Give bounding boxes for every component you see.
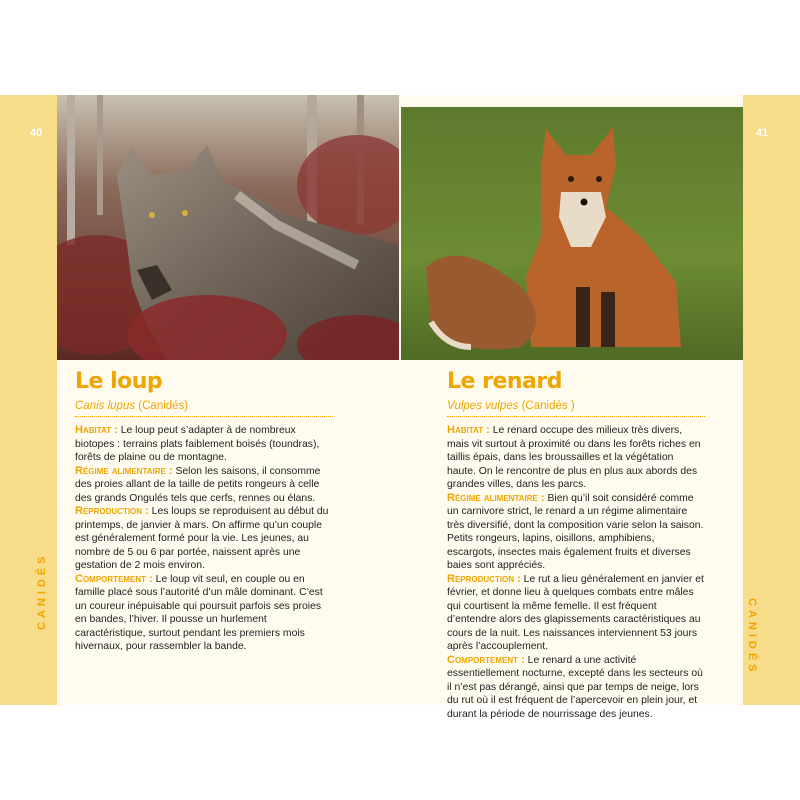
wolf-family: (Canidés)	[135, 400, 189, 412]
section-label: Habitat :	[447, 424, 490, 436]
section-text: Le rut a lieu généralement en janvier et février, et donne lieu à quelques combats entre mâles qui courtisent la même femelle. Il est fréquent d’entendre alors des glapissements caractéristiques au cours de la nuit. Les naissances interviennent 53 jours après l’accouplement.	[447, 573, 704, 652]
wolf-reproduction-paragraph	[75, 505, 333, 573]
section-label: Reproduction :	[75, 505, 149, 517]
fox-family: (Canidés )	[518, 400, 575, 412]
fox-habitat-paragraph	[447, 424, 705, 492]
wolf-article	[75, 368, 333, 654]
fox-photo	[401, 107, 743, 360]
fox-diet-paragraph	[447, 492, 705, 573]
section-text: Selon les saisons, il consomme des proies allant de la taille de petits rongeurs à celle des grands Ongulés tels que cerfs, rennes ou élans.	[75, 465, 321, 504]
section-label: Reproduction :	[447, 572, 521, 585]
wolf-body	[75, 424, 333, 654]
wolf-scientific-name	[75, 400, 333, 417]
page-number-left: 40	[30, 127, 43, 139]
section-text: Les loups se reproduisent au début du printemps, de janvier à mars. On affirme qu’un couple est généralement formé pour la vie. Les jeunes, au nombre de 5 ou 6 par portée, naissent après une gestation de 2 mois environ.	[75, 506, 329, 571]
section-text: Le renard a une activité essentiellement nocturne, excepté dans les secteurs où il n’est pas dérangé, ainsi que par temps de neige, lors du rut où il est fréquent de l’apercevoir en plein jour, et durant la période de nourrissage des jeunes.	[447, 654, 703, 720]
fox-reproduction-paragraph	[447, 573, 705, 654]
section-text: Le loup vit seul, en couple ou en famille placé sous l’autorité d’un mâle dominant. C’est un coureur inépuisable qui poursuit parfois ses proies en bandes, l’hiver. Il pousse un hurlement caractéristique, surtout pendant les premiers mois hivernaux, pour rassembler la bande.	[75, 573, 323, 652]
section-label: Habitat :	[75, 424, 118, 436]
section-text: Bien qu’il soit considéré comme un carnivore strict, le renard a un régime alimentaire très diversifié, dont la composition varie selon la saison. Petits rongeurs, lapins, oisillons, amphibiens, escargots, insectes mais également fruits et diverses baies sont appréciés.	[447, 492, 704, 571]
wolf-habitat-paragraph	[75, 424, 333, 465]
section-label-left: CANIDÉS	[36, 552, 48, 630]
section-label: Comportement :	[75, 572, 153, 585]
fox-scientific-name	[447, 400, 705, 417]
section-label: Régime alimentaire :	[75, 464, 173, 477]
wolf-title: Le loup	[75, 369, 163, 394]
wolf-behavior-paragraph	[75, 573, 333, 654]
left-margin-strip	[0, 95, 57, 705]
fox-body	[447, 424, 705, 721]
wolf-photo	[57, 95, 399, 360]
section-label: Comportement :	[447, 653, 525, 666]
section-text: Le renard occupe des milieux très divers, mais vit surtout à proximité ou dans les forêts riches en taillis épais, dans les broussailles et la végétation haute. On le rencontre de plus en plus aux abords des grandes villes, dans les parcs.	[447, 425, 701, 490]
section-label-right: CANIDÉS	[746, 598, 758, 676]
fox-title: Le renard	[447, 369, 562, 394]
fox-article	[447, 368, 705, 721]
page-number-right: 41	[756, 127, 769, 139]
wolf-diet-paragraph	[75, 465, 333, 506]
fox-behavior-paragraph	[447, 654, 705, 722]
wolf-latin: Canis lupus	[75, 400, 136, 412]
fox-latin: Vulpes vulpes	[447, 400, 519, 412]
section-text: Le loup peut s’adapter à de nombreux biotopes : terrains plats faiblement boisés (toundras), forêts de plaine ou de montagne.	[75, 425, 320, 463]
section-label: Régime alimentaire :	[447, 491, 545, 504]
